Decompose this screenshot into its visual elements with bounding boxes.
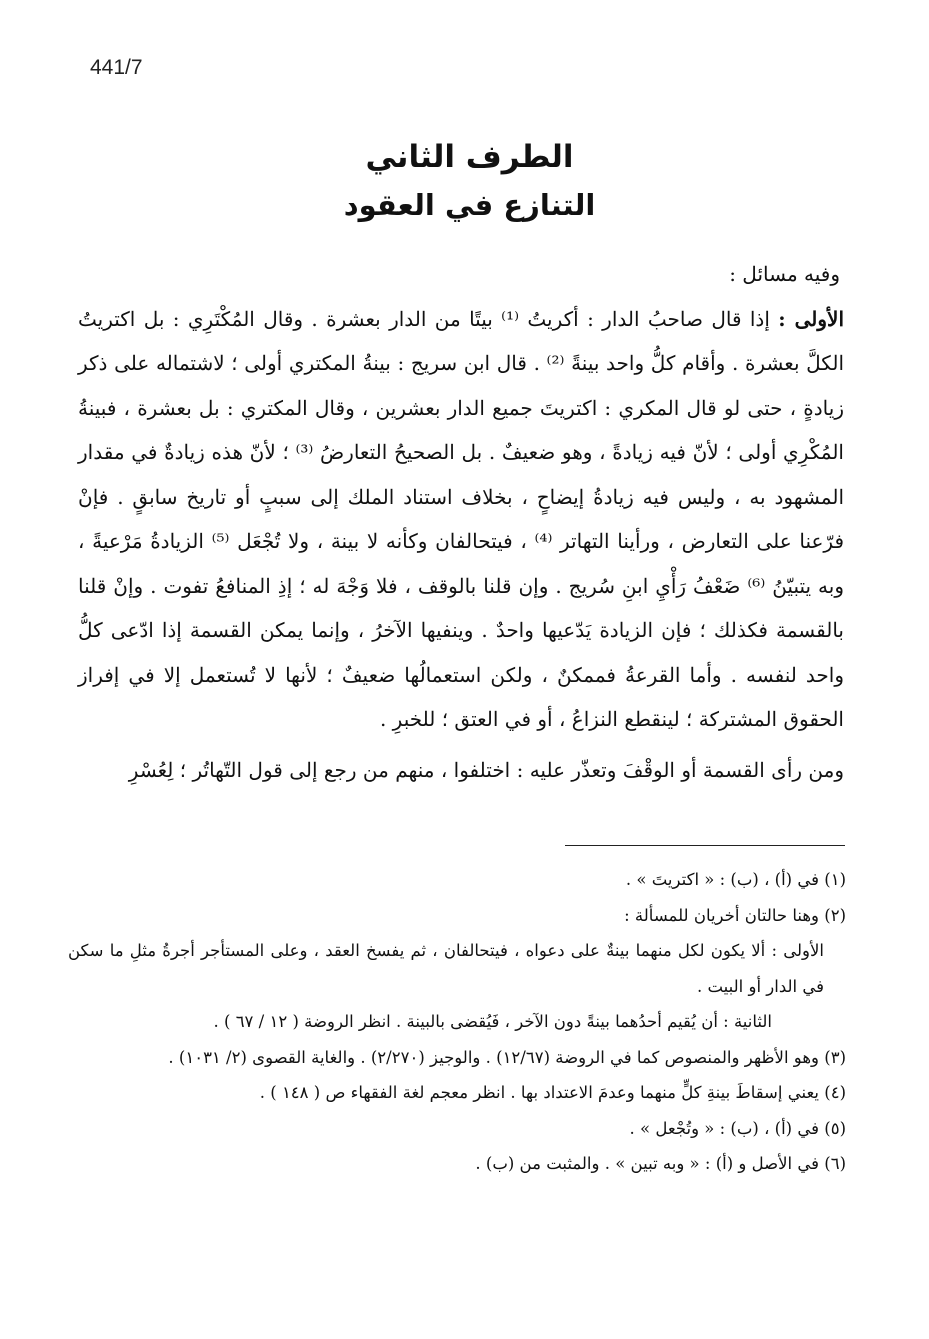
footnote-2-case-one: الأولى : ألا يكون لكل منهما بينةٌ على دعواه ، فيتحالفان ، ثم يفسخ العقد ، وعلى المستأجر أجرةُ مثلِ ما سكن في الدار أو البيت . bbox=[68, 941, 824, 996]
section-heading bbox=[0, 132, 929, 228]
section-title: الطرف الثاني bbox=[365, 139, 574, 175]
footnote-divider bbox=[565, 845, 845, 846]
intro-line: وفيه مسائل : bbox=[729, 262, 840, 286]
footnote-6: (٦) في الأصل و (أ) : « وبه تبين » . والمثبت من (ب) . bbox=[475, 1154, 846, 1173]
paragraph-first-issue bbox=[78, 297, 844, 742]
footnote-4: (٤) يعني إسقاطَ بينةِ كلٍّ منهما وعدمَ الاعتداد بها . انظر معجم لغة الفقهاء ص ( ١٤٨ ) . bbox=[259, 1083, 846, 1102]
footnotes bbox=[68, 862, 846, 1182]
footnote-2: (٢) وهنا حالتان أخريان للمسألة : bbox=[624, 905, 846, 925]
section-subtitle: التنازع في العقود bbox=[343, 188, 596, 222]
footnote-1: (١) في (أ) ، (ب) : « اكتريتَ » . bbox=[625, 870, 846, 889]
main-text bbox=[78, 252, 844, 792]
paragraph-lead: الأولى : bbox=[778, 306, 844, 331]
page-number: 441/7 bbox=[90, 56, 143, 79]
paragraph-second: ومن رأى القسمة أو الوقْفَ وتعذّر عليه : اختلفوا ، منهم من رجع إلى قول التّهاتُر ؛ لِعُسْرِ bbox=[128, 757, 844, 782]
paragraph-body: إذا قال صاحبُ الدار : أكريتُ ⁽¹⁾ بيتًا من الدار بعشرة . وقال المُكْتَرِي : بل اكتريتُ الكلَّ بعشرة . وأقام كلُّ واحد بينةً ⁽²⁾ . قال ابن سريج : بينةُ المكتري أولى ؛ لاشتماله على ذكر زيادةٍ ، حتى لو قال المكري : اكتريتَ جميع الدار بعشرين ، وقال المكتري : بل بعشرة ، فبينةُ المُكْرِي أولى ؛ لأنّ فيه زيادةً ، وهو ضعيفٌ . بل الصحيحُ التعارضُ ⁽³⁾ ؛ لأنّ هذه زيادةٌ في مقدار المشهود به ، وليس فيه زيادةُ إيضاحٍ ، بخلاف استناد الملك إلى سببٍ أو تاريخ سابقٍ . فإنْ فرّعنا على التعارض ، ورأينا التهاتر ⁽⁴⁾ ، فيتحالفان وكأنه لا بينة ، ولا تُجْعَل ⁽⁵⁾ الزيادةُ مَرْعيةً ، وبه يتبيّنُ ⁽⁶⁾ ضَعْفُ رَأْيِ ابنِ سُريج . وإن قلنا بالوقف ، فلا وَجْهَ له ؛ إذِ المنافعُ تفوت . وإنْ قلنا بالقسمة فكذلك ؛ فإن الزيادة يَدّعيها واحدٌ . وينفيها الآخرُ ، وإنما يمكن القسمة إذا ادّعى كلُّ واحد لنفسه . وأما القرعةُ فممكنٌ ، ولكن استعمالُها ضعيفٌ ؛ لأنها لا تُستعمل إلا في إفراز الحقوق المشتركة ؛ لينقطع النزاعُ ، أو في العتق ؛ للخبرِ . bbox=[78, 306, 845, 731]
footnote-5: (٥) في (أ) ، (ب) : « وتُجْعل » . bbox=[629, 1118, 846, 1138]
footnote-3: (٣) وهو الأظهر والمنصوص كما في الروضة (١٢/٦٧) . والوجيز (٢/٢٧٠) . والغاية القصوى (٢/ ١٠٣١) . bbox=[168, 1047, 846, 1067]
footnote-2-case-two: الثانية : أن يُقيم أحدُهما بينةً دون الآخر ، فَيُقضى بالبينة . انظر الروضة ( ١٢ / ٦٧ ) . bbox=[213, 1012, 772, 1031]
